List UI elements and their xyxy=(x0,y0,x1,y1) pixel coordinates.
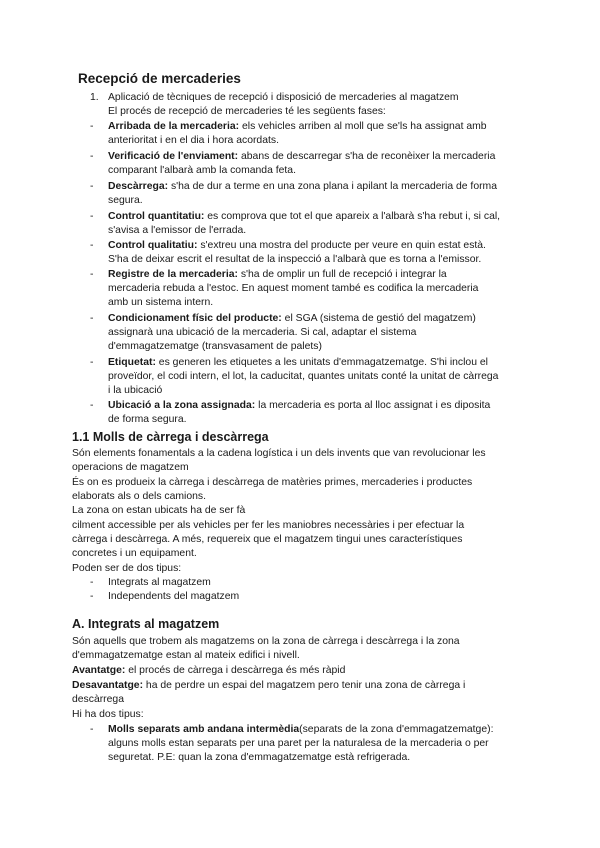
paragraph-line: Hi ha dos tipus: xyxy=(72,709,144,720)
phase-text: assignarà una ubicació de la mercaderia. Si cal, adaptar el sistema xyxy=(108,327,417,338)
paragraph-line: Són aquells que trobem als magatzems on la zona de càrrega i descàrrega i la zona xyxy=(72,636,460,647)
paragraph-line: seguretat. P.E: quan la zona d'emmagatzematge està refrigerada. xyxy=(108,752,411,763)
section-intro: El procés de recepció de mercaderies té les següents fases: xyxy=(108,106,386,117)
phase-text: es comprova que tot el que apareix a l'albarà s'ha rebut i, si cal, xyxy=(204,211,501,222)
paragraph-line: alguns molls estan separats per una paret per la naturalesa de la mercaderia o per xyxy=(108,738,489,749)
phase-text: abans de descarregar s'ha de reconèixer la mercaderia xyxy=(238,151,496,162)
bullet-dash: - xyxy=(90,724,94,735)
disadvantage-text: ha de perdre un espai del magatzem pero tenir una zona de càrrega i xyxy=(143,680,466,691)
phase-term: Condicionament físic del producte: xyxy=(108,313,282,324)
phase-text: S'ha de deixar escrit el resultat de la inspecció a l'albarà que es torna a l'emissor. xyxy=(108,254,482,265)
bullet-dash: - xyxy=(90,240,94,251)
phase-item xyxy=(108,399,490,413)
phase-item xyxy=(108,268,447,282)
disadvantage-line xyxy=(72,679,465,693)
paragraph-line: càrrega i descàrrega. A més, requereix que el magatzem tingui unes característiques xyxy=(72,534,463,545)
bullet-dash: - xyxy=(90,313,94,324)
phase-text: comparant l'albarà amb la comanda feta. xyxy=(108,165,296,176)
subtype-text: (separats de la zona d'emmagatzematge): xyxy=(299,724,494,735)
advantage-line xyxy=(72,664,345,678)
phase-term: Etiquetat: xyxy=(108,357,156,368)
bullet-dash: - xyxy=(90,357,94,368)
paragraph-line: Són elements fonamentals a la cadena logística i un dels invents que van revolucionar les xyxy=(72,448,486,459)
advantage-text: el procés de càrrega i descàrrega és més ràpid xyxy=(125,665,346,676)
paragraph-line: elaborats als o dels camions. xyxy=(72,491,206,502)
phase-text: i la ubicació xyxy=(108,385,163,396)
phase-text: es generen les etiquetes a les unitats d'emmagatzematge. S'hi inclou el xyxy=(155,357,488,368)
phase-term: Registre de la mercaderia: xyxy=(108,269,238,280)
paragraph-line: d'emmagatzematge estan al mateix edifici i nivell. xyxy=(72,650,300,661)
subtype-term: Molls separats amb andana intermèdia xyxy=(108,724,300,735)
subtype-item xyxy=(108,723,493,737)
paragraph-line: cilment accessible per als vehicles per fer les maniobres necessàries i per efectuar la xyxy=(72,520,465,531)
phase-text: s'ha de omplir un full de recepció i integrar la xyxy=(237,269,447,280)
bullet-dash: - xyxy=(90,591,94,602)
phase-text: s'ha de dur a terme en una zona plana i apilant la mercaderia de forma xyxy=(168,181,497,192)
phase-term: Control qualitatiu: xyxy=(108,240,198,251)
section-heading: 1.1 Molls de càrrega i descàrrega xyxy=(72,430,269,444)
phase-term: Control quantitatiu: xyxy=(108,211,205,222)
bullet-dash: - xyxy=(90,400,94,411)
section-number: 1. xyxy=(90,92,99,103)
paragraph-line: operacions de magatzem xyxy=(72,462,189,473)
page-title: Recepció de mercaderies xyxy=(78,71,241,86)
list-item: Integrats al magatzem xyxy=(108,577,211,588)
phase-text: el SGA (sistema de gestió del magatzem) xyxy=(281,313,476,324)
phase-text: de forma segura. xyxy=(108,414,187,425)
paragraph-line: descàrrega xyxy=(72,694,124,705)
phase-item xyxy=(108,239,486,253)
paragraph-line: Poden ser de dos tipus: xyxy=(72,563,182,574)
phase-text: d'emmagatzematge (transvasament de palets) xyxy=(108,341,322,352)
phase-item xyxy=(108,120,487,134)
section-heading: Aplicació de tècniques de recepció i disposició de mercaderies al magatzem xyxy=(108,92,459,103)
phase-text: amb un sistema intern. xyxy=(108,297,214,308)
phase-text: segura. xyxy=(108,195,143,206)
paragraph-line: La zona on estan ubicats ha de ser fà xyxy=(72,505,246,516)
phase-item xyxy=(108,312,476,326)
phase-text: mercaderia rebuda a l'estoc. En aquest moment també es codifica la mercaderia xyxy=(108,283,479,294)
bullet-dash: - xyxy=(90,121,94,132)
phase-text: els vehicles arriben al moll que se'ls ha assignat amb xyxy=(239,121,487,132)
bullet-dash: - xyxy=(90,577,94,588)
bullet-dash: - xyxy=(90,151,94,162)
phase-term: Verificació de l'enviament: xyxy=(108,151,239,162)
phase-text: s'extreu una mostra del producte per veure en quin estat està. xyxy=(197,240,486,251)
phase-term: Arribada de la mercaderia: xyxy=(108,121,240,132)
bullet-dash: - xyxy=(90,181,94,192)
list-item: Independents del magatzem xyxy=(108,591,240,602)
phase-text: proveïdor, el codi intern, el lot, la caducitat, quantes unitats conté la unitat de càrrega xyxy=(108,371,499,382)
paragraph-line: És on es produeix la càrrega i descàrrega de matèries primes, mercaderies i productes xyxy=(72,477,473,488)
phase-item xyxy=(108,210,500,224)
phase-text: anterioritat i en el dia i hora acordats. xyxy=(108,135,279,146)
phase-term: Ubicació a la zona assignada: xyxy=(108,400,256,411)
phase-item xyxy=(108,180,497,194)
advantage-label: Avantatge: xyxy=(72,665,126,676)
phase-term: Descàrrega: xyxy=(108,181,169,192)
paragraph-line: concretes i un equipament. xyxy=(72,548,197,559)
phase-item xyxy=(108,356,488,370)
phase-text: s'avisa a l'emissor de l'errada. xyxy=(108,225,247,236)
bullet-dash: - xyxy=(90,269,94,280)
disadvantage-label: Desavantatge: xyxy=(72,680,144,691)
bullet-dash: - xyxy=(90,211,94,222)
section-heading: A. Integrats al magatzem xyxy=(72,617,220,631)
phase-item xyxy=(108,150,495,164)
phase-text: la mercaderia es porta al lloc assignat i es diposita xyxy=(255,400,491,411)
